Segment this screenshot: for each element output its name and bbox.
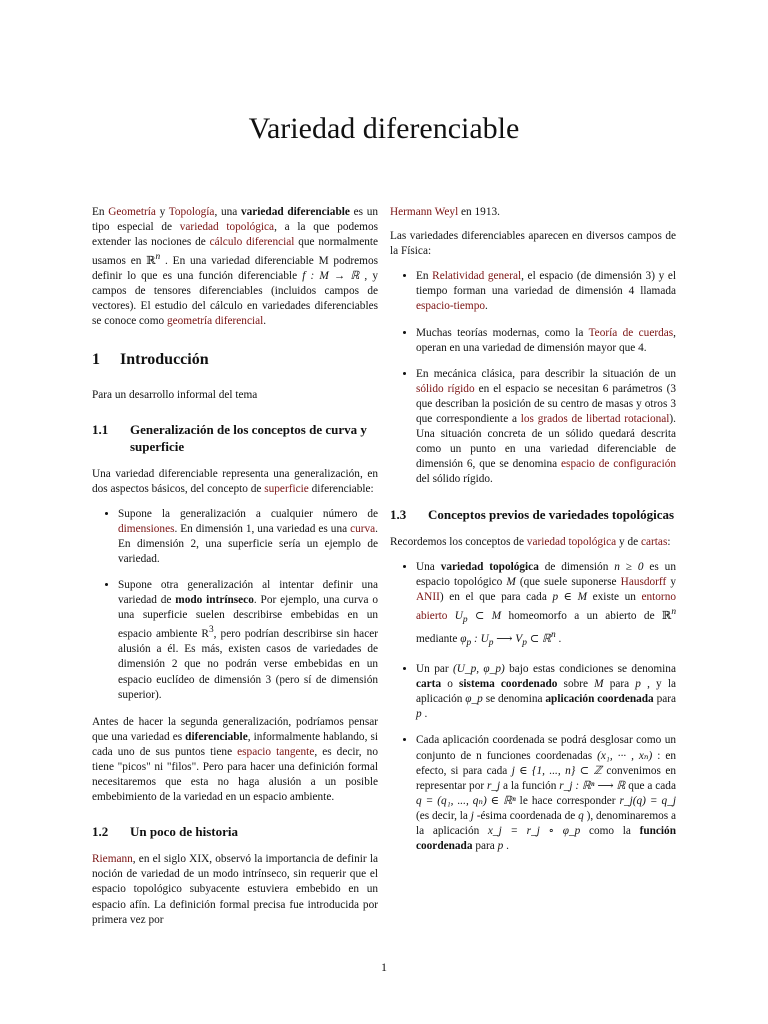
link-topologia[interactable]: Topología bbox=[168, 206, 215, 218]
link-relatividad-general[interactable]: Relatividad general bbox=[432, 270, 522, 283]
list-item: • En Relatividad general, el espacio (de dimensión 3) y el tiempo forman una variedad de dimensión 4 llamada espacio-tiempo. bbox=[416, 269, 676, 314]
right-column bbox=[390, 205, 676, 866]
link-espacio-tangente[interactable]: espacio tangente bbox=[237, 745, 315, 758]
link-espacio-de-configuracion[interactable]: espacio de configuración bbox=[561, 458, 677, 471]
subsection-heading-1-3: 1.3 Conceptos previos de variedades topológicas bbox=[390, 506, 675, 522]
page-number: 1 bbox=[381, 960, 387, 974]
link-superficie[interactable]: superficie bbox=[264, 482, 309, 495]
intro-note: Para un desarrollo informal del tema bbox=[92, 388, 258, 401]
link-anii[interactable]: ANII bbox=[416, 590, 440, 603]
list-item: • Cada aplicación coordenada se podrá desglosar como un conjunto de n funciones coordenadas (x₁, ··· , xₙ) : en efecto, si para cada j ∈ {1, ..., n} ⊂ ℤ convenimos en representar por r_j a la función r_j : ℝⁿ ⟶ ℝ que a cada q = (q₁, ..., qₙ) ∈ ℝⁿ le hace corresponder r_j(q) = q_j (es decir, la j -ésima coordenada de q ), denominaremos a la aplicación x_j = r_j ∘ φ_p como la función coordenada para p . bbox=[416, 733, 676, 854]
link-entorno-abierto[interactable]: entorno abierto bbox=[416, 590, 676, 622]
list-item: • Un par (U_p, φ_p) bajo estas condiciones se denomina carta o sistema coordenado sobre M para p , y la aplicación φ_p se denomina aplicación coordenada para p . bbox=[416, 662, 676, 722]
subsection-heading-1-2: 1.2 Un poco de historia bbox=[92, 824, 238, 840]
link-geometria-diferencial[interactable]: geometría diferencial bbox=[166, 315, 264, 328]
list-item: • Una variedad topológica de dimensión n ≥ 0 es un espacio topológico M (que suele suponerse Hausdorff y ANII) en el que para cada p ∈ M existe un entorno abierto $U_p$ ⊂ M homeomorfo a un abierto de ℝ$^n$ mediante $\varphi_p$ : $U_p$ ⟶ $V_p$ ⊂ ℝ$^n$ . bbox=[416, 560, 676, 652]
link-cartas[interactable]: cartas bbox=[641, 535, 668, 548]
link-calculo-diferencial[interactable]: cálculo diferencial bbox=[209, 236, 295, 249]
paragraph: Antes de hacer la segunda generalización, podríamos pensar que una variedad es diferenciable, informalmente hablando, si cada uno de sus puntos tiene espacio tangente, es decir, no tiene "picos" ni "filos". Pero para hacer una definición formal necesitaremos que esta no haga alusión a un posible embebimiento de la variedad en un espacio ambiente. bbox=[92, 715, 378, 804]
section-heading-introduccion: 1 Introducción bbox=[92, 350, 209, 368]
link-teoria-de-cuerdas[interactable]: Teoría de cuerdas bbox=[588, 326, 674, 339]
left-column bbox=[92, 205, 378, 937]
link-solido-rigido[interactable]: sólido rígido bbox=[416, 382, 475, 395]
list-item: • Supone la generalización a cualquier número de dimensiones. En dimensión 1, una variedad es una curva. En dimensión 2, una superficie sería un ejemplo de variedad. bbox=[118, 507, 378, 567]
link-riemann[interactable]: Riemann bbox=[92, 853, 133, 866]
link-hausdorff[interactable]: Hausdorff bbox=[620, 575, 667, 588]
link-grados-de-libertad[interactable]: los grados de libertad rotacional bbox=[520, 413, 670, 426]
paragraph: Hermann Weyl en 1913. bbox=[390, 206, 500, 218]
list-item: • Supone otra generalización al intentar definir una variedad de modo intrínseco. Por ejemplo, una curva o una superficie suelen describirse embebidas en un espacio ambiente $R^3$, pero podrían describirse sin hacer alusión a él. Es más, existen casos de variedades de dimensión 2 que no podrán verse embebidas en un espacio euclídeo de dimensión 3 (pero sí de dimensión superior). bbox=[118, 578, 378, 703]
bullet-list bbox=[390, 560, 676, 855]
bullet-list bbox=[92, 507, 378, 703]
list-item: • Muchas teorías modernas, como la Teoría de cuerdas, operan en una variedad de dimensión mayor que 4. bbox=[416, 326, 676, 356]
link-espacio-tiempo[interactable]: espacio-tiempo bbox=[416, 300, 486, 313]
paragraph: Riemann, en el siglo XIX, observó la importancia de definir la noción de variedad de un modo intrínseco, sin requerir que el espacio topológico subyacente estuviera embebido en un espacio afín. La definición formal precisa fue introducida por primera vez por bbox=[92, 853, 378, 926]
paragraph: Recordemos los conceptos de variedad topológica y de cartas: bbox=[390, 535, 671, 548]
bullet-list bbox=[390, 269, 676, 487]
paragraph: Una variedad diferenciable representa una generalización, en dos aspectos básicos, del concepto de superficie diferenciable: bbox=[92, 467, 378, 495]
paragraph: Las variedades diferenciables aparecen en diversos campos de la Física: bbox=[390, 230, 676, 258]
link-variedad-topologica-2[interactable]: variedad topológica bbox=[526, 535, 617, 548]
intro-paragraph: En Geometría y Topología, una variedad diferenciable es un tipo especial de variedad topológica, a la que podemos extender las nociones de cálculo diferencial que normalmente usamos en ℝ$^n$ . En una variedad diferenciable M podremos definir lo que es una función diferenciable f : M → ℝ , y campos de tensores diferenciables (incluidos campos de vectores). El estudio del cálculo en variedades diferenciables se conoce como geometría diferencial. bbox=[92, 206, 379, 328]
page-title: Variedad diferenciable bbox=[248, 112, 520, 145]
link-dimensiones[interactable]: dimensiones bbox=[118, 522, 175, 535]
subsection-heading-1-1: 1.1 Generalización de los conceptos de curva y superficie bbox=[92, 421, 367, 454]
link-geometria[interactable]: Geometría bbox=[108, 206, 156, 218]
link-hermann-weyl[interactable]: Hermann Weyl bbox=[390, 206, 459, 218]
link-variedad-topologica[interactable]: variedad topológica bbox=[179, 221, 275, 234]
link-curva[interactable]: curva bbox=[350, 522, 376, 535]
list-item: • En mecánica clásica, para describir la situación de un sólido rígido en el espacio se necesitan 6 parámetros (3 que describan la posición de su centro de masas y otros 3 que correspondiente a los grados de libertad rotacional). Una situación concreta de un sólido quedará descrita como un punto en una variedad diferenciable de dimensión 6, que se denomina espacio de configuración del sólido rígido. bbox=[416, 367, 676, 488]
